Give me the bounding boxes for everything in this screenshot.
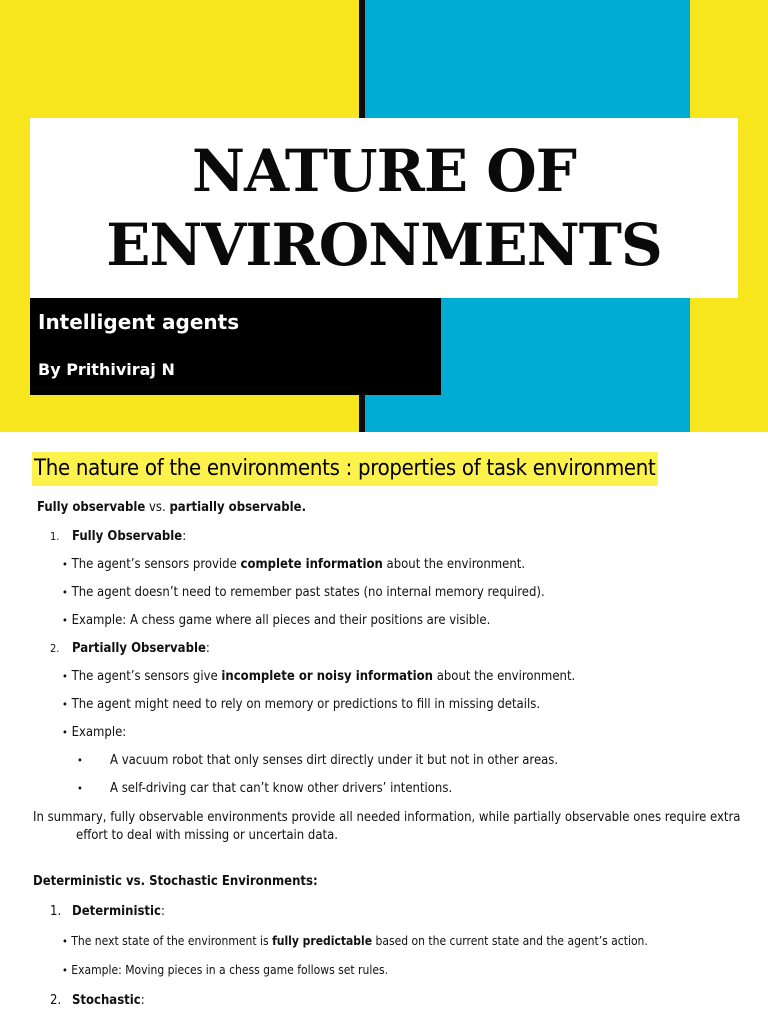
list-item: • The agent doesn’t need to remember past states (no internal memory required). bbox=[62, 585, 545, 600]
document-content bbox=[0, 432, 768, 1024]
title-box bbox=[30, 118, 738, 298]
summary-line-2: effort to deal with missing or uncertain data. bbox=[76, 828, 338, 843]
list-item: • Example: bbox=[62, 725, 127, 740]
item-partially-observable: 2. Partially Observable: bbox=[50, 641, 210, 656]
section2-title: Deterministic vs. Stochastic Environments: bbox=[33, 874, 318, 889]
sub-list-item: • A self-driving car that can’t know other drivers’ intentions. bbox=[77, 781, 453, 796]
title-line-1: NATURE OF bbox=[192, 137, 576, 205]
cover-slide bbox=[0, 0, 768, 432]
subtitle: Intelligent agents bbox=[38, 310, 240, 334]
author: By Prithiviraj N bbox=[38, 360, 175, 379]
list-item: • The next state of the environment is fully predictable based on the current state and the agent’s action. bbox=[62, 934, 648, 948]
title-line-2: ENVIRONMENTS bbox=[106, 211, 662, 279]
item-fully-observable: 1. Fully Observable: bbox=[50, 529, 187, 544]
list-item: • The agent might need to rely on memory or predictions to fill in missing details. bbox=[62, 697, 541, 712]
subtitle-box bbox=[30, 298, 441, 395]
list-item: • Example: A chess game where all pieces and their positions are visible. bbox=[62, 613, 491, 628]
summary-line-1: In summary, fully observable environments provide all needed information, while partially observable ones require extra bbox=[33, 810, 741, 825]
list-item: • The agent’s sensors provide complete information about the environment. bbox=[62, 557, 526, 572]
section-heading: The nature of the environments : properties of task environment bbox=[32, 452, 658, 486]
list-item: • The agent’s sensors give incomplete or noisy information about the environment. bbox=[62, 669, 576, 684]
item-stochastic: 2. Stochastic: bbox=[50, 993, 145, 1008]
section1-title: Fully observable vs. partially observable. bbox=[37, 500, 307, 515]
sub-list-item: • A vacuum robot that only senses dirt directly under it but not in other areas. bbox=[77, 753, 559, 768]
list-item: • Example: Moving pieces in a chess game follows set rules. bbox=[62, 963, 389, 977]
item-deterministic: 1. Deterministic: bbox=[50, 904, 165, 919]
page-title bbox=[106, 134, 662, 282]
